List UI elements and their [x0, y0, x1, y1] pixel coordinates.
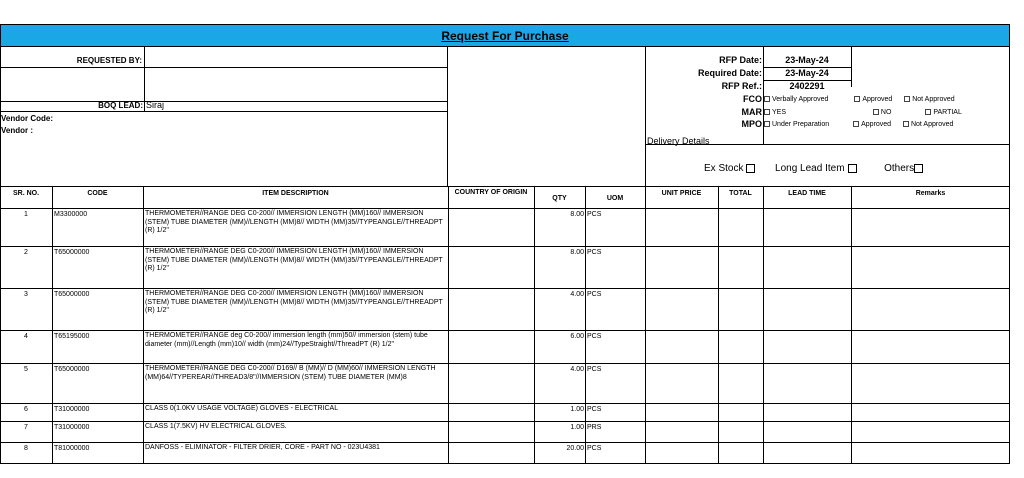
cell-qty: 8.00 [570, 249, 584, 256]
required-date-value: 23-May-24 [785, 68, 829, 78]
checkbox-icon[interactable] [925, 109, 931, 115]
cell-qty: 4.00 [570, 291, 584, 298]
cell-description: CLASS 1(7.5KV) HV ELECTRICAL GLOVES. [145, 423, 287, 430]
cell-sr: 6 [24, 406, 28, 413]
fco-label: FCO [743, 94, 762, 104]
cell-description: THERMOMETER//RANGE DEG C0-200// IMMERSION LENGTH (MM)160// IMMERSION (STEM) TUBE DIAMETER (MM)//LENGTH (MM)8// WIDTH (MM)35//TYPEANGLE//THREADPT (R) 1/2" [145, 210, 443, 234]
cell-uom: PCS [587, 406, 602, 413]
delivery-details-label: Delivery Details [647, 136, 710, 146]
cell-qty: 4.00 [570, 366, 584, 373]
mar-option-partial: PARTIAL [933, 109, 962, 116]
checkbox-icon[interactable] [873, 109, 879, 115]
mar-option-yes: YES [772, 109, 787, 116]
divider [447, 47, 448, 186]
cell-description: THERMOMETER//RANGE DEG C0-200// IMMERSION LENGTH (MM)160// IMMERSION (STEM) TUBE DIAMETER (MM)//LENGTH (MM)8// WIDTH (MM)35//TYPEANGLE//THREADPT (R) 1/2" [145, 248, 443, 272]
divider [0, 67, 448, 68]
others-checkbox[interactable] [914, 164, 923, 173]
cell-sr: 4 [24, 333, 28, 340]
cell-qty: 6.00 [570, 333, 584, 340]
page-title: Request For Purchase [441, 29, 569, 43]
rfp-ref-value: 2402291 [789, 81, 825, 91]
cell-code: T31000000 [54, 406, 90, 413]
cell-sr: 5 [24, 366, 28, 373]
cell-description: THERMOMETER//RANGE deg C0-200// immersion length (mm)50// immersion (stem) tube diameter (mm)//Length (mm)10// width (mm)24//TypeStraight//ThreadPT (R) 1/2" [145, 332, 428, 348]
checkbox-icon[interactable] [903, 121, 909, 127]
col-header-unit-price: UNIT PRICE [661, 190, 702, 197]
checkbox-icon[interactable] [854, 96, 860, 102]
col-header-remarks: Remarks [915, 190, 946, 197]
column-divider [763, 186, 764, 464]
mpo-options [764, 119, 1010, 131]
cell-code: T31000000 [54, 424, 90, 431]
col-header-qty: QTY [552, 195, 567, 202]
fco-option-verbally: Verbally Approved [772, 96, 829, 103]
rfp-date-value: 23-May-24 [785, 55, 829, 65]
cell-uom: PCS [587, 445, 602, 452]
col-header-lead-time: LEAD TIME [788, 190, 826, 197]
cell-uom: PRS [587, 424, 602, 431]
cell-uom: PCS [587, 249, 602, 256]
fco-option-not-approved: Not Approved [912, 96, 955, 103]
cell-code: T81000000 [54, 445, 90, 452]
mpo-option-approved: Approved [861, 121, 892, 128]
column-divider [52, 186, 53, 464]
column-divider [645, 186, 646, 464]
cell-uom: PCS [587, 366, 602, 373]
col-header-sr: SR. NO. [12, 190, 40, 197]
checkbox-icon[interactable] [764, 96, 770, 102]
column-divider [448, 186, 449, 464]
mar-options [764, 107, 1010, 119]
requested-by-label: REQUESTED BY: [76, 56, 142, 65]
delivery-options [704, 162, 1004, 176]
cell-sr: 8 [24, 445, 28, 452]
vendor-label: Vendor : [1, 126, 34, 135]
cell-qty: 1.00 [570, 406, 584, 413]
cell-qty: 8.00 [570, 211, 584, 218]
col-header-code: CODE [87, 190, 108, 197]
boq-lead-label: BOQ LEAD: [98, 101, 143, 110]
mpo-label: MPO [741, 119, 762, 129]
cell-code: T65195000 [54, 333, 90, 340]
divider [144, 47, 145, 111]
cell-qty: 1.00 [570, 424, 584, 431]
col-header-description: ITEM DESCRIPTION [262, 190, 329, 197]
checkbox-icon[interactable] [853, 121, 859, 127]
mar-label: MAR [741, 107, 762, 117]
cell-uom: PCS [587, 211, 602, 218]
cell-sr: 3 [24, 291, 28, 298]
others-label: Others [884, 163, 915, 174]
fco-options [764, 94, 1010, 106]
cell-qty: 20.00 [566, 445, 584, 452]
cell-uom: PCS [587, 291, 602, 298]
divider [851, 47, 852, 87]
mpo-option-under-preparation: Under Preparation [772, 121, 830, 128]
ex-stock-checkbox[interactable] [746, 164, 755, 173]
mar-option-no: NO [880, 109, 892, 116]
ex-stock-label: Ex Stock [704, 163, 744, 174]
cell-sr: 1 [24, 211, 28, 218]
checkbox-icon[interactable] [904, 96, 910, 102]
cell-code: T65000000 [54, 291, 90, 298]
col-header-total: TOTAL [729, 190, 752, 197]
cell-uom: PCS [587, 333, 602, 340]
column-divider [718, 186, 719, 464]
requested-by-value[interactable] [146, 55, 446, 67]
fco-option-approved: Approved [862, 96, 893, 103]
col-header-country: COUNTRY OF ORIGIN [454, 189, 528, 196]
column-divider [851, 186, 852, 464]
rfp-ref-label: RFP Ref.: [721, 81, 762, 91]
cell-sr: 2 [24, 249, 28, 256]
checkbox-icon[interactable] [764, 109, 770, 115]
title-bar [0, 24, 1010, 47]
col-header-uom: UOM [606, 195, 624, 202]
cell-code: T65000000 [54, 249, 90, 256]
mpo-option-not-approved: Not Approved [910, 121, 954, 128]
checkbox-icon[interactable] [764, 121, 770, 127]
required-date-label: Required Date: [697, 68, 762, 78]
cell-description: THERMOMETER//RANGE DEG C0-200// IMMERSION LENGTH (MM)160// IMMERSION (STEM) TUBE DIAMETER (MM)//LENGTH (MM)8// WIDTH (MM)35//TYPEANGLE//THREADPT (R) 1/2" [145, 290, 443, 314]
rfp-date-label: RFP Date: [719, 55, 762, 65]
vendor-code-label: Vendor Code: [1, 114, 54, 123]
cell-code: M3300000 [54, 211, 88, 218]
cell-sr: 7 [24, 424, 28, 431]
long-lead-checkbox[interactable] [848, 164, 857, 173]
boq-lead-value[interactable]: Siraj [146, 100, 165, 110]
long-lead-label: Long Lead Item [775, 163, 845, 174]
cell-description: THERMOMETER//RANGE DEG C0-200// D169// B (MM)// D (MM)60// IMMERSION LENGTH (MM)64//TYPEREAR//THREAD3/8"//IMMERSION (STEM) TUBE DIAMETER (MM)8 [145, 365, 436, 381]
cell-description: CLASS 0(1.0KV USAGE VOLTAGE) GLOVES - ELECTRICAL [145, 405, 339, 412]
cell-code: T65000000 [54, 366, 90, 373]
column-divider [585, 186, 586, 464]
cell-description: DANFOSS - ELIMINATOR - FILTER DRIER, CORE - PART NO - 023U4381 [145, 444, 380, 451]
